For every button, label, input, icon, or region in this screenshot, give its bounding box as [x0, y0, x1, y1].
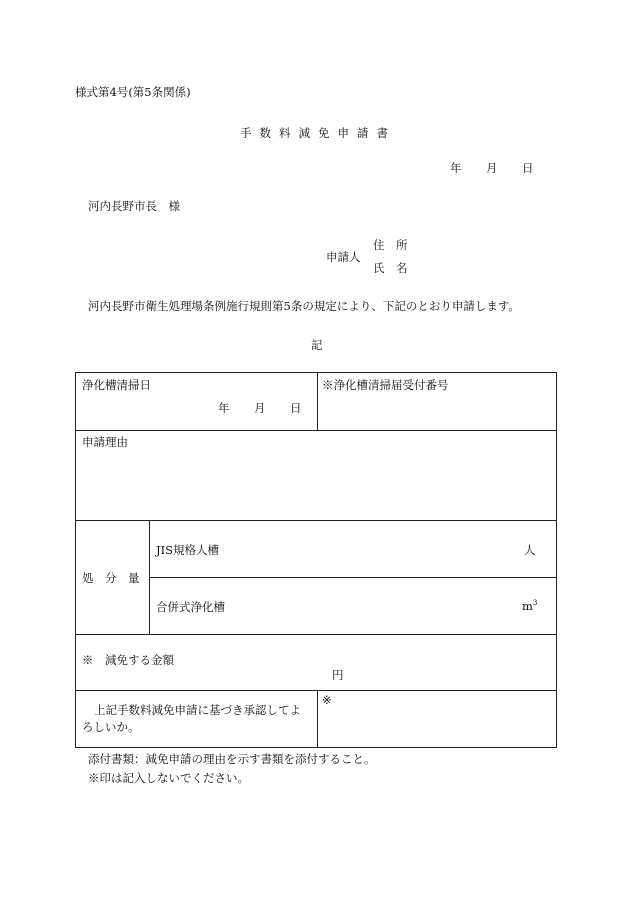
combined-tank-unit: $m^3$ [522, 599, 538, 613]
column-divider [149, 520, 150, 634]
date-day-label: 日 [522, 161, 534, 175]
date-year-label: 年 [450, 161, 462, 175]
cleaning-date-year: 年 [218, 401, 230, 415]
cleaning-date-day: 日 [290, 401, 302, 415]
row-divider [76, 430, 556, 431]
addressee: 河内長野市長 様 [88, 199, 180, 213]
applicant-label: 申請人 [326, 250, 361, 264]
jis-label: JIS規格人槽 [156, 543, 220, 557]
application-statement: 河内長野市衛生処理場条例施行規則第5条の規定により、下記のとおり申請します。 [88, 299, 520, 313]
combined-tank-label: 合併式浄化槽 [156, 600, 225, 614]
approval-text-line1: 上記手数料減免申請に基づき承認してよ [94, 703, 301, 717]
row-divider [76, 634, 556, 635]
application-form-table [75, 372, 557, 748]
row-divider [76, 520, 556, 521]
reduction-amount-label: ※ 減免する金額 [82, 653, 174, 667]
document-title: 手数料減免申請書 [240, 126, 396, 140]
approval-text-line2: ろしいか。 [82, 720, 140, 734]
column-divider [317, 373, 318, 430]
reduction-amount-unit: 円 [332, 668, 344, 682]
cleaning-date-label: 浄化槽清掃日 [82, 378, 151, 392]
asterisk-note: ※印は記入しないでください。 [88, 771, 249, 785]
attachment-note: 添付書類：減免申請の理由を示す書類を添付すること。 [88, 752, 376, 766]
approval-mark: ※ [322, 693, 332, 707]
date-month-label: 月 [486, 161, 498, 175]
jis-unit: 人 [524, 543, 536, 557]
ki-label: 記 [311, 338, 323, 352]
row-divider [76, 690, 556, 691]
cleaning-date-month: 月 [254, 401, 266, 415]
reason-label: 申請理由 [82, 435, 128, 449]
receipt-number-label: ※浄化槽清掃届受付番号 [322, 378, 449, 392]
form-number: 様式第4号(第5条関係) [75, 85, 191, 99]
name-label: 氏 名 [373, 261, 408, 275]
row-divider [149, 577, 556, 578]
column-divider [317, 690, 318, 747]
address-label: 住 所 [373, 238, 408, 252]
disposal-amount-label: 処 分 量 [82, 571, 140, 585]
